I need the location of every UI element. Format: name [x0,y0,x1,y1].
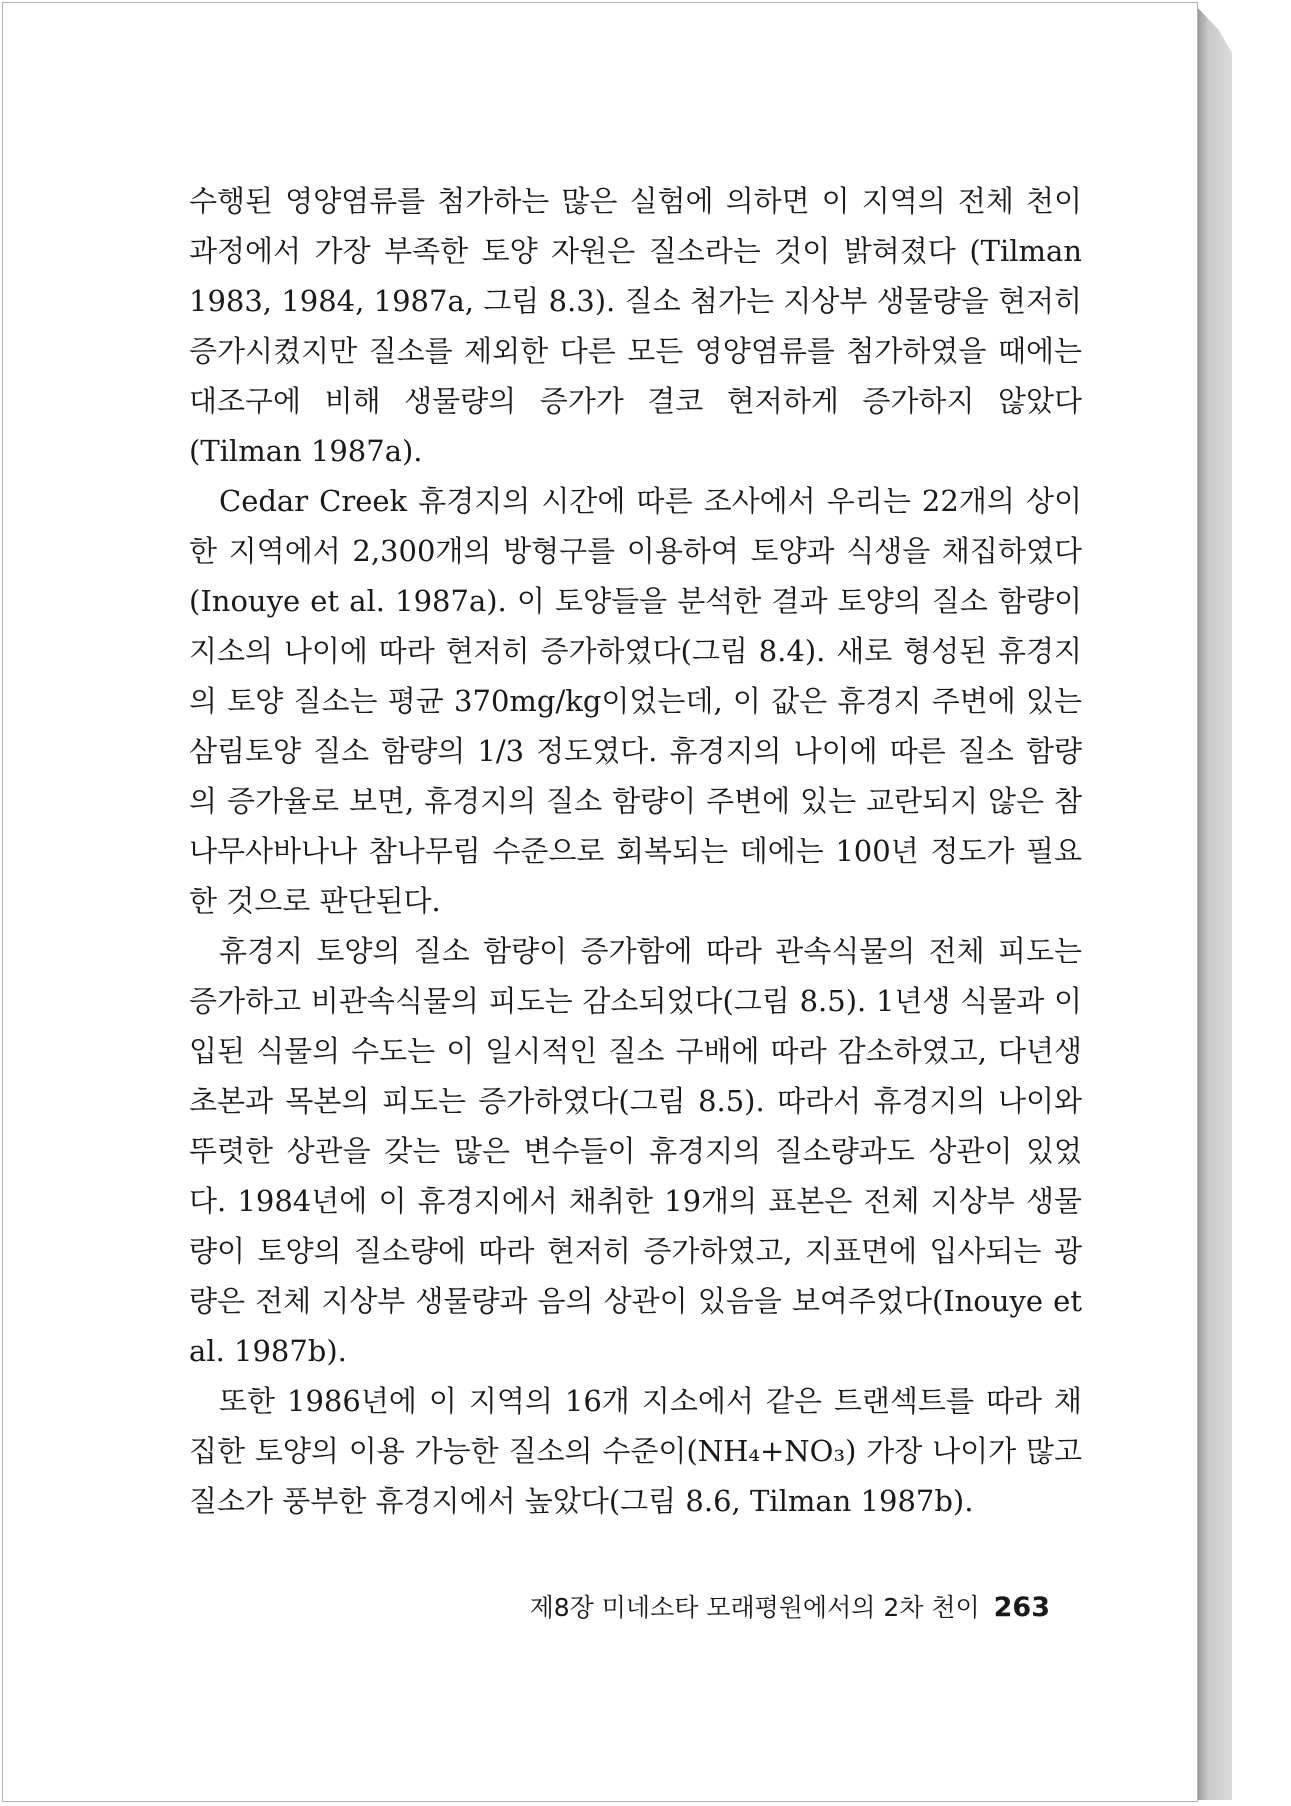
page-number: 263 [993,1592,1050,1623]
running-chapter-title: 제8장 미네소타 모래평원에서의 2차 천이 [529,1593,980,1622]
body-text [189,176,1082,1526]
paragraph: Cedar Creek 휴경지의 시간에 따른 조사에서 우리는 22개의 상이한 지역에서 2,300개의 방형구를 이용하여 토양과 식생을 채집하였다(Inouye et al. 1987a). 이 토양들을 분석한 결과 토양의 질소 함량이 지소의 나이에 따라 현저히 증가하였다(그림 8.4). 새로 형성된 휴경지의 토양 질소는 평균 370mg/kg이었는데, 이 값은 휴경지 주변에 있는 삼림토양 질소 함량의 1/3 정도였다. 휴경지의 나이에 따른 질소 함량의 증가율로 보면, 휴경지의 질소 함량이 주변에 있는 교란되지 않은 참나무사바나나 참나무림 수준으로 회복되는 데에는 100년 정도가 필요한 것으로 판단된다. [189,484,1082,918]
page-stack-edge [1198,8,1232,1800]
paragraph: 휴경지 토양의 질소 함량이 증가함에 따라 관속식물의 전체 피도는 증가하고 비관속식물의 피도는 감소되었다(그림 8.5). 1년생 식물과 이입된 식물의 수도는 이 일시적인 질소 구배에 따라 감소하였고, 다년생 초본과 목본의 피도는 증가하였다(그림 8.5). 따라서 휴경지의 나이와 뚜렷한 상관을 갖는 많은 변수들이 휴경지의 질소량과도 상관이 있었다. 1984년에 이 휴경지에서 채취한 19개의 표본은 전체 지상부 생물량이 토양의 질소량에 따라 현저히 증가하였고, 지표면에 입사되는 광량은 전체 지상부 생물량과 음의 상관이 있음을 보여주었다(Inouye et al. 1987b). [189,934,1082,1368]
page-footer [520,1588,1050,1624]
paragraph: 수행된 영양염류를 첨가하는 많은 실험에 의하면 이 지역의 전체 천이 과정에서 가장 부족한 토양 자원은 질소라는 것이 밝혀졌다 (Tilman 1983, 1984, 1987a, 그림 8.3). 질소 첨가는 지상부 생물량을 현저히 증가시켰지만 질소를 제외한 다른 모든 영양염류를 첨가하였을 때에는 대조구에 비해 생물량의 증가가 결코 현저하게 증가하지 않았다(Tilman 1987a). [189,184,1082,468]
paragraph: 또한 1986년에 이 지역의 16개 지소에서 같은 트랜섹트를 따라 채집한 토양의 이용 가능한 질소의 수준이(NH₄+NO₃) 가장 나이가 많고 질소가 풍부한 휴경지에서 높았다(그림 8.6, Tilman 1987b). [189,1384,1082,1518]
